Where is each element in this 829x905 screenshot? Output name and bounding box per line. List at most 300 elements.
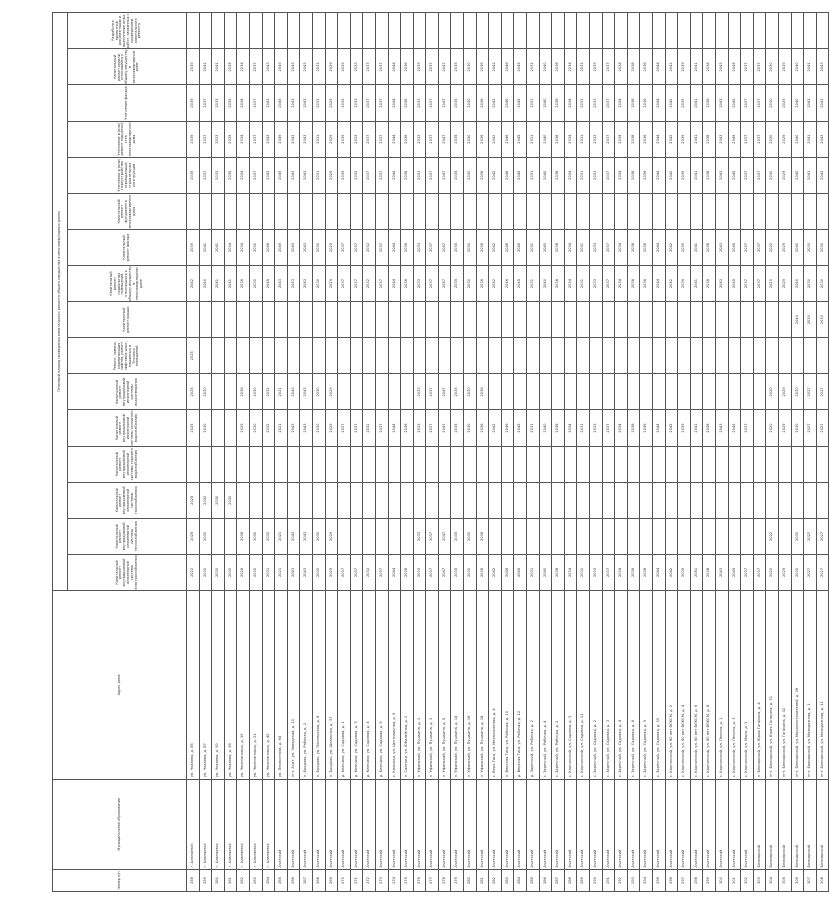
row-year-cell — [753, 13, 766, 49]
row-year-cell: 2031 — [312, 121, 325, 157]
row-year-cell: 2038 — [703, 85, 716, 121]
row-year-cell: 2036 — [401, 157, 414, 193]
row-year-cell: 2031 — [527, 157, 540, 193]
row-year-cell: 2037 — [338, 410, 351, 446]
row-number: 290 — [590, 869, 603, 891]
row-year-cell — [577, 446, 590, 482]
row-year-cell — [275, 338, 288, 374]
row-address: с. Заречный, ул. Садовая, д. 9 — [640, 591, 653, 780]
row-year-cell: 2022 — [187, 554, 200, 590]
row-year-cell: 2021 — [275, 374, 288, 410]
row-year-cell: 2031 — [577, 554, 590, 590]
row-year-cell: 2044 — [652, 266, 665, 302]
row-year-cell — [514, 302, 527, 338]
row-year-cell — [715, 13, 728, 49]
row-year-cell: 2020 — [766, 374, 779, 410]
row-municipality: г. Алапаевск — [199, 779, 212, 869]
row-year-cell — [375, 446, 388, 482]
row-year-cell — [501, 302, 514, 338]
row-year-cell: 2022 — [766, 518, 779, 554]
row-year-cell: 2030 — [464, 85, 477, 121]
row-year-cell: 2037 — [602, 266, 615, 302]
row-year-cell: 2039 — [678, 554, 691, 590]
row-year-cell: 2047 — [438, 266, 451, 302]
row-year-cell: 2020 — [766, 229, 779, 265]
row-year-cell: 2043 — [287, 410, 300, 446]
row-year-cell — [287, 302, 300, 338]
table-row — [590, 13, 603, 892]
table-row — [401, 13, 414, 892]
row-year-cell — [199, 338, 212, 374]
row-year-cell: 2037 — [753, 85, 766, 121]
row-municipality: г. Алапаевск — [224, 779, 237, 869]
row-year-cell — [375, 518, 388, 554]
row-year-cell: 2029 — [325, 554, 338, 590]
row-year-cell: 2021 — [275, 554, 288, 590]
row-year-cell — [741, 446, 754, 482]
row-year-cell: 2046 — [501, 229, 514, 265]
row-address: ул. Черепановых, д. 40 — [262, 591, 275, 780]
row-year-cell — [590, 482, 603, 518]
row-year-cell: 2029 — [325, 85, 338, 121]
row-year-cell — [778, 518, 791, 554]
row-year-cell: 2043 — [816, 49, 829, 85]
row-year-cell: 2021 — [275, 410, 288, 446]
row-year-cell — [338, 482, 351, 518]
row-year-cell: 2043 — [300, 85, 313, 121]
row-year-cell: 2036 — [476, 554, 489, 590]
row-year-cell: 2043 — [715, 157, 728, 193]
row-municipality: Ачитский — [703, 779, 716, 869]
row-year-cell: 2030 — [464, 266, 477, 302]
row-year-cell: 2040 — [539, 229, 552, 265]
row-year-cell — [262, 302, 275, 338]
row-year-cell — [741, 13, 754, 49]
row-year-cell — [602, 518, 615, 554]
row-year-cell: 2032 — [262, 410, 275, 446]
row-year-cell: 2037 — [249, 85, 262, 121]
row-year-cell: 2027 — [804, 374, 817, 410]
row-year-cell — [577, 518, 590, 554]
row-municipality: Ачитский — [476, 779, 489, 869]
row-year-cell: 2042 — [489, 554, 502, 590]
row-year-cell — [363, 302, 376, 338]
row-year-cell: 2037 — [363, 85, 376, 121]
row-year-cell — [350, 302, 363, 338]
row-year-cell: 2043 — [715, 85, 728, 121]
row-year-cell — [715, 193, 728, 229]
row-number: 260 — [212, 869, 225, 891]
header-work-1: Капитальный ремонт внутридомовой инженерной системы электроснабжения — [68, 554, 187, 590]
row-year-cell: 2034 — [564, 229, 577, 265]
header-work-13: Утепление и (или) ремонт наружных стен многоквартирного дома — [68, 121, 187, 157]
header-work-8: Капитальный ремонт крыши — [68, 302, 187, 338]
row-address: п. Бродово, ул. Пионерская, д. 8 — [312, 591, 325, 780]
row-year-cell: 2030 — [249, 518, 262, 554]
row-year-cell: 2043 — [300, 518, 313, 554]
row-year-cell: 2045 — [728, 554, 741, 590]
row-year-cell: 2039 — [338, 49, 351, 85]
row-year-cell — [338, 518, 351, 554]
row-year-cell: 2030 — [199, 518, 212, 554]
row-year-cell: 2030 — [464, 374, 477, 410]
row-year-cell — [678, 374, 691, 410]
row-year-cell — [615, 518, 628, 554]
row-year-cell: 2033 — [212, 121, 225, 157]
row-number: 272 — [363, 869, 376, 891]
row-year-cell: 2037 — [426, 49, 439, 85]
row-municipality: Белоярский — [753, 779, 766, 869]
row-year-cell: 2039 — [187, 121, 200, 157]
row-year-cell — [476, 13, 489, 49]
row-year-cell — [312, 338, 325, 374]
row-year-cell — [489, 446, 502, 482]
row-year-cell — [690, 446, 703, 482]
row-year-cell: 2038 — [552, 229, 565, 265]
row-year-cell: 2033 — [350, 85, 363, 121]
row-year-cell — [350, 13, 363, 49]
row-year-cell: 2036 — [401, 49, 414, 85]
row-year-cell — [615, 338, 628, 374]
row-year-cell — [690, 302, 703, 338]
row-year-cell: 2043 — [715, 229, 728, 265]
row-year-cell — [514, 338, 527, 374]
row-year-cell: 2033 — [590, 554, 603, 590]
row-municipality: Ачитский — [728, 779, 741, 869]
table-row — [187, 13, 200, 892]
row-number: 284 — [514, 869, 527, 891]
table-row — [249, 13, 262, 892]
row-year-cell — [766, 446, 779, 482]
row-address: с. Заречный, ул. Рабочая, д. 4 — [539, 591, 552, 780]
row-year-cell — [489, 338, 502, 374]
row-year-cell: 2043 — [262, 85, 275, 121]
row-year-cell — [363, 518, 376, 554]
row-year-cell: 2020 — [766, 266, 779, 302]
row-year-cell: 2034 — [615, 554, 628, 590]
row-year-cell — [577, 338, 590, 374]
row-municipality: г. Алапаевск — [187, 779, 200, 869]
row-year-cell: 2035 — [224, 85, 237, 121]
row-year-cell — [627, 482, 640, 518]
row-year-cell: 2039 — [187, 229, 200, 265]
row-year-cell — [703, 338, 716, 374]
row-year-cell — [237, 446, 250, 482]
header-work-6: Капитальный ремонт внутридомовой инженерной системы водоотведения — [68, 374, 187, 410]
row-year-cell: 2030 — [816, 302, 829, 338]
row-year-cell — [388, 446, 401, 482]
row-year-cell: 2036 — [476, 121, 489, 157]
row-year-cell — [703, 13, 716, 49]
row-year-cell: 2029 — [778, 229, 791, 265]
row-year-cell: 2042 — [665, 229, 678, 265]
row-year-cell: 2030 — [199, 482, 212, 518]
row-year-cell: 2037 — [199, 157, 212, 193]
row-year-cell: 2044 — [652, 85, 665, 121]
row-year-cell: 2041 — [804, 121, 817, 157]
row-year-cell: 2030 — [212, 482, 225, 518]
row-year-cell — [527, 13, 540, 49]
row-year-cell: 2033 — [413, 157, 426, 193]
row-year-cell — [464, 193, 477, 229]
row-year-cell — [187, 193, 200, 229]
row-year-cell: 2041 — [804, 85, 817, 121]
row-address: д. Верхняя Тиса, ул. Рабочая, д. 12 — [514, 591, 527, 780]
row-year-cell — [300, 482, 313, 518]
row-year-cell — [791, 338, 804, 374]
row-year-cell: 2029 — [778, 374, 791, 410]
row-year-cell: 2043 — [262, 157, 275, 193]
row-year-cell — [615, 193, 628, 229]
row-year-cell: 2031 — [577, 121, 590, 157]
row-year-cell: 2034 — [615, 85, 628, 121]
table-row — [501, 13, 514, 892]
row-year-cell: 2033 — [590, 85, 603, 121]
row-year-cell — [703, 482, 716, 518]
row-year-cell: 2037 — [741, 49, 754, 85]
row-address: пгт. Белоярский, ул. Молодежная, д. 1 — [804, 591, 817, 780]
row-year-cell — [501, 374, 514, 410]
row-year-cell: 2030 — [766, 49, 779, 85]
row-year-cell: 2037 — [741, 85, 754, 121]
row-year-cell: 2040 — [791, 85, 804, 121]
row-year-cell — [602, 374, 615, 410]
row-municipality: Ачитский — [438, 779, 451, 869]
row-address: п. Уфимский, ул. Пушкина, д. 1 — [413, 591, 426, 780]
row-year-cell: 2034 — [564, 85, 577, 121]
row-year-cell — [577, 13, 590, 49]
row-number: 265 — [275, 869, 288, 891]
row-year-cell — [652, 374, 665, 410]
row-year-cell — [640, 193, 653, 229]
row-year-cell: 2039 — [678, 410, 691, 446]
row-year-cell — [438, 482, 451, 518]
row-year-cell: 2033 — [350, 121, 363, 157]
row-year-cell — [552, 482, 565, 518]
row-year-cell: 2041 — [212, 229, 225, 265]
row-year-cell — [753, 374, 766, 410]
row-year-cell — [413, 338, 426, 374]
row-year-cell: 2037 — [753, 49, 766, 85]
row-year-cell — [262, 193, 275, 229]
row-year-cell: 2044 — [388, 266, 401, 302]
row-year-cell: 2040 — [791, 121, 804, 157]
row-year-cell: 2036 — [401, 229, 414, 265]
row-year-cell: 2030 — [464, 121, 477, 157]
row-address: с. Карпинский, ул. Мира, д. 1 — [741, 591, 754, 780]
row-year-cell: 2041 — [690, 229, 703, 265]
row-year-cell — [438, 338, 451, 374]
row-year-cell — [539, 482, 552, 518]
row-year-cell: 2040 — [791, 157, 804, 193]
row-year-cell: 2029 — [325, 518, 338, 554]
row-year-cell — [249, 302, 262, 338]
row-year-cell: 2043 — [300, 49, 313, 85]
row-year-cell — [678, 482, 691, 518]
row-year-cell: 2032 — [363, 229, 376, 265]
row-year-cell — [426, 302, 439, 338]
table-row — [350, 13, 363, 892]
row-year-cell: 2035 — [451, 121, 464, 157]
row-year-cell: 2032 — [363, 554, 376, 590]
table-row — [338, 13, 351, 892]
row-year-cell — [489, 482, 502, 518]
row-year-cell: 2021 — [275, 518, 288, 554]
row-year-cell — [249, 482, 262, 518]
row-municipality: Ачитский — [287, 779, 300, 869]
table-row — [539, 13, 552, 892]
row-year-cell: 2032 — [262, 374, 275, 410]
row-year-cell — [451, 302, 464, 338]
row-year-cell — [501, 482, 514, 518]
row-year-cell — [527, 374, 540, 410]
row-address: с. Заречный, ул. Садовая, д. 10 — [652, 591, 665, 780]
row-year-cell — [375, 302, 388, 338]
row-year-cell: 2040 — [539, 49, 552, 85]
row-year-cell — [627, 13, 640, 49]
row-year-cell — [741, 482, 754, 518]
row-year-cell: 2041 — [224, 266, 237, 302]
row-year-cell — [350, 338, 363, 374]
row-number: 299 — [703, 869, 716, 891]
row-year-cell — [350, 446, 363, 482]
row-address: с. Карпинский, ул. 60 лет ВЛКСМ, д. 4 — [678, 591, 691, 780]
row-year-cell: 2033 — [413, 266, 426, 302]
row-year-cell — [804, 446, 817, 482]
row-year-cell: 2034 — [564, 554, 577, 590]
row-year-cell — [678, 338, 691, 374]
row-municipality: Ачитский — [451, 779, 464, 869]
row-year-cell: 2043 — [300, 229, 313, 265]
row-year-cell: 2030 — [804, 266, 817, 302]
row-year-cell: 2031 — [312, 85, 325, 121]
row-year-cell: 2038 — [703, 121, 716, 157]
row-year-cell — [652, 193, 665, 229]
row-year-cell — [715, 446, 728, 482]
row-address: с. Карпинский, ул. Ленина, д. 3 — [728, 591, 741, 780]
row-municipality: Ачитский — [627, 779, 640, 869]
row-year-cell — [489, 302, 502, 338]
row-year-cell — [552, 193, 565, 229]
row-year-cell — [564, 374, 577, 410]
row-year-cell — [690, 374, 703, 410]
header-work-2: Капитальный ремонт внутридомовой инженерной системы теплоснабжения — [68, 518, 187, 554]
row-year-cell — [464, 338, 477, 374]
row-year-cell: 2029 — [778, 157, 791, 193]
row-year-cell — [464, 482, 477, 518]
row-year-cell — [577, 482, 590, 518]
row-year-cell — [325, 302, 338, 338]
row-year-cell — [464, 446, 477, 482]
row-year-cell: 2045 — [514, 554, 527, 590]
row-year-cell — [816, 482, 829, 518]
table-row — [199, 13, 212, 892]
table-row — [312, 13, 325, 892]
row-year-cell: 2038 — [627, 157, 640, 193]
row-year-cell: 2030 — [199, 554, 212, 590]
row-address: д. Ключики, ул. Садовая, д. 3 — [350, 591, 363, 780]
row-year-cell — [325, 13, 338, 49]
row-year-cell — [413, 193, 426, 229]
row-municipality: Ачитский — [741, 779, 754, 869]
row-year-cell: 2040 — [791, 302, 804, 338]
row-year-cell — [527, 338, 540, 374]
table-row — [741, 13, 754, 892]
row-year-cell: 2030 — [791, 518, 804, 554]
row-year-cell: 2033 — [413, 121, 426, 157]
row-year-cell: 2042 — [489, 85, 502, 121]
row-year-cell: 2038 — [703, 554, 716, 590]
row-address: п. Белоярский, ул. Юрия Гагарина, д. 4 — [753, 591, 766, 780]
row-year-cell — [678, 193, 691, 229]
row-year-cell — [388, 374, 401, 410]
row-number: 295 — [652, 869, 665, 891]
row-year-cell — [690, 193, 703, 229]
row-year-cell: 2030 — [464, 49, 477, 85]
row-year-cell — [514, 482, 527, 518]
row-year-cell: 2040 — [791, 49, 804, 85]
row-year-cell: 2042 — [489, 157, 502, 193]
row-year-cell: 2039 — [678, 49, 691, 85]
row-year-cell — [602, 13, 615, 49]
row-year-cell — [590, 193, 603, 229]
row-year-cell — [338, 193, 351, 229]
row-year-cell — [640, 482, 653, 518]
row-year-cell: 2043 — [262, 49, 275, 85]
row-year-cell — [438, 446, 451, 482]
row-year-cell — [350, 482, 363, 518]
row-year-cell: 2042 — [665, 85, 678, 121]
row-year-cell: 2030 — [766, 85, 779, 121]
row-address: п. Бродово, ул. Рабочая, д. 2 — [300, 591, 313, 780]
row-year-cell: 2049 — [275, 121, 288, 157]
row-year-cell — [464, 13, 477, 49]
row-year-cell — [224, 518, 237, 554]
row-year-cell: 2037 — [753, 121, 766, 157]
row-year-cell — [804, 338, 817, 374]
row-year-cell: 2041 — [199, 49, 212, 85]
row-year-cell: 2036 — [476, 85, 489, 121]
row-year-cell: 2040 — [791, 266, 804, 302]
row-year-cell — [527, 302, 540, 338]
row-year-cell — [602, 446, 615, 482]
row-year-cell — [665, 302, 678, 338]
row-year-cell — [514, 13, 527, 49]
row-year-cell: 2044 — [388, 157, 401, 193]
row-year-cell — [249, 446, 262, 482]
row-municipality: Ачитский — [590, 779, 603, 869]
row-year-cell: 2037 — [375, 85, 388, 121]
row-year-cell: 2030 — [312, 266, 325, 302]
row-address: с. Ключики, ул. Центральная, д. 5 — [388, 591, 401, 780]
row-year-cell: 2036 — [401, 85, 414, 121]
row-year-cell: 2035 — [451, 374, 464, 410]
row-year-cell — [804, 482, 817, 518]
row-year-cell: 2045 — [728, 157, 741, 193]
row-year-cell — [665, 446, 678, 482]
row-year-cell: 2030 — [766, 121, 779, 157]
row-number: 258 — [187, 869, 200, 891]
row-year-cell — [615, 482, 628, 518]
row-year-cell: 2046 — [501, 85, 514, 121]
row-year-cell: 2041 — [212, 49, 225, 85]
row-year-cell: 2035 — [224, 157, 237, 193]
row-number: 300 — [715, 869, 728, 891]
row-year-cell: 2036 — [640, 49, 653, 85]
row-year-cell: 2046 — [501, 121, 514, 157]
row-number: 274 — [388, 869, 401, 891]
row-year-cell — [602, 193, 615, 229]
